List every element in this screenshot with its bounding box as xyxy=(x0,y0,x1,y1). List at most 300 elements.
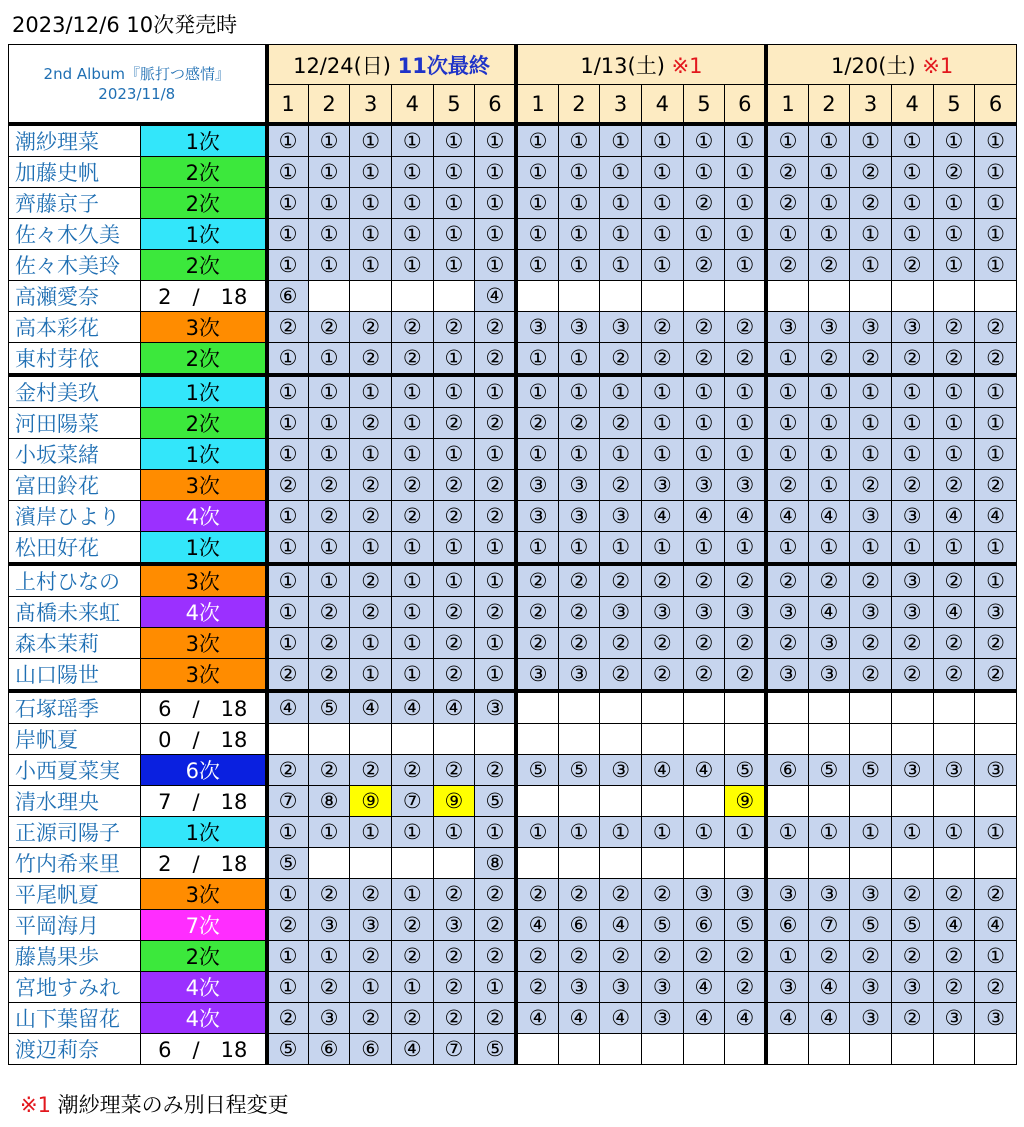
slot-cell: ② xyxy=(308,312,350,343)
member-status: 2次 xyxy=(141,157,267,188)
member-row xyxy=(9,532,1017,565)
member-status: 1次 xyxy=(141,124,267,157)
member-name: 潮紗理菜 xyxy=(9,124,141,157)
slot-cell xyxy=(891,848,933,879)
slot-cell: ⑦ xyxy=(267,786,309,817)
slot-cell: ⑤ xyxy=(516,755,558,786)
slot-cell: ① xyxy=(391,157,433,188)
slot-cell xyxy=(683,691,725,724)
slot-cell xyxy=(558,724,600,755)
slot-cell xyxy=(558,691,600,724)
slot-cell xyxy=(558,848,600,879)
slot-cell: ④ xyxy=(600,910,642,941)
slot-cell xyxy=(475,724,517,755)
slot-cell: ② xyxy=(308,659,350,692)
member-name: 富田鈴花 xyxy=(9,470,141,501)
slot-header: 6 xyxy=(975,85,1017,125)
slot-cell: ① xyxy=(350,532,392,565)
slot-cell: ① xyxy=(933,439,975,470)
slot-cell: ① xyxy=(308,188,350,219)
slot-cell: ② xyxy=(516,941,558,972)
member-row xyxy=(9,219,1017,250)
slot-cell: ② xyxy=(766,628,808,659)
slot-cell: ① xyxy=(391,408,433,439)
member-row xyxy=(9,188,1017,219)
slot-cell: ① xyxy=(975,817,1017,848)
slot-cell: ③ xyxy=(641,597,683,628)
slot-cell: ② xyxy=(808,564,850,597)
slot-cell: ① xyxy=(267,597,309,628)
slot-cell: ① xyxy=(850,124,892,157)
slot-cell: ③ xyxy=(350,910,392,941)
slot-cell: ① xyxy=(725,439,767,470)
slot-cell: ② xyxy=(600,408,642,439)
slot-cell: ① xyxy=(975,188,1017,219)
slot-cell: ③ xyxy=(600,972,642,1003)
slot-cell: ③ xyxy=(850,972,892,1003)
slot-cell: ① xyxy=(433,157,475,188)
album-title: 2nd Album『脈打つ感情』 xyxy=(43,64,230,83)
slot-cell: ① xyxy=(850,817,892,848)
slot-cell: ② xyxy=(267,312,309,343)
slot-cell: ① xyxy=(600,188,642,219)
slot-cell: ① xyxy=(808,532,850,565)
member-status: 1次 xyxy=(141,375,267,408)
slot-cell: ① xyxy=(267,375,309,408)
slot-cell: ② xyxy=(891,470,933,501)
slot-cell: ② xyxy=(475,470,517,501)
member-row xyxy=(9,124,1017,157)
slot-cell: ① xyxy=(975,408,1017,439)
member-name: 平尾帆夏 xyxy=(9,879,141,910)
slot-cell: ② xyxy=(933,659,975,692)
slot-cell: ① xyxy=(350,972,392,1003)
slot-cell: ① xyxy=(641,817,683,848)
slot-cell: ② xyxy=(433,470,475,501)
slot-cell: ② xyxy=(350,408,392,439)
slot-cell xyxy=(600,1034,642,1065)
member-name: 小坂菜緒 xyxy=(9,439,141,470)
slot-cell: ① xyxy=(475,157,517,188)
member-name: 高本彩花 xyxy=(9,312,141,343)
slot-cell: ② xyxy=(350,312,392,343)
slot-cell: ⑤ xyxy=(267,848,309,879)
slot-cell: ③ xyxy=(891,755,933,786)
slot-cell: ② xyxy=(600,628,642,659)
slot-cell: ① xyxy=(350,219,392,250)
member-status: 3次 xyxy=(141,564,267,597)
slot-cell: ① xyxy=(600,817,642,848)
member-name: 藤嶌果歩 xyxy=(9,941,141,972)
member-row xyxy=(9,439,1017,470)
slot-cell xyxy=(558,1034,600,1065)
slot-cell: ① xyxy=(641,124,683,157)
slot-cell: ⑧ xyxy=(308,786,350,817)
album-release-date: 2023/11/8 xyxy=(98,84,176,103)
slot-cell: ② xyxy=(308,470,350,501)
slot-cell: ② xyxy=(350,470,392,501)
slot-cell: ① xyxy=(808,470,850,501)
slot-cell: ⑤ xyxy=(850,755,892,786)
date-header-3 xyxy=(766,45,1016,85)
slot-cell xyxy=(725,691,767,724)
slot-cell: ① xyxy=(600,157,642,188)
slot-cell: ① xyxy=(267,972,309,1003)
slot-cell: ④ xyxy=(600,1003,642,1034)
slot-cell: ③ xyxy=(683,879,725,910)
member-status: 1次 xyxy=(141,532,267,565)
slot-cell xyxy=(808,691,850,724)
slot-cell: ② xyxy=(558,408,600,439)
slot-cell: ④ xyxy=(683,972,725,1003)
slot-header: 4 xyxy=(641,85,683,125)
slot-cell: ① xyxy=(391,219,433,250)
slot-cell: ① xyxy=(475,188,517,219)
member-name: 石塚瑶季 xyxy=(9,691,141,724)
slot-cell: ② xyxy=(808,250,850,281)
member-status: 1次 xyxy=(141,439,267,470)
slot-cell: ③ xyxy=(516,659,558,692)
member-row xyxy=(9,848,1017,879)
slot-cell: ① xyxy=(850,439,892,470)
slot-cell: ① xyxy=(267,343,309,376)
slot-cell xyxy=(725,1034,767,1065)
slot-cell: ③ xyxy=(641,972,683,1003)
slot-cell: ① xyxy=(516,250,558,281)
slot-cell xyxy=(850,1034,892,1065)
slot-cell: ② xyxy=(641,941,683,972)
member-row xyxy=(9,250,1017,281)
member-status: 3次 xyxy=(141,628,267,659)
member-status: 1次 xyxy=(141,817,267,848)
slot-cell xyxy=(641,1034,683,1065)
member-row xyxy=(9,312,1017,343)
slot-cell: ① xyxy=(391,188,433,219)
slot-cell: ⑤ xyxy=(475,786,517,817)
slot-cell: ① xyxy=(808,817,850,848)
slot-cell: ① xyxy=(975,124,1017,157)
member-status: 3次 xyxy=(141,659,267,692)
slot-cell: ③ xyxy=(558,972,600,1003)
member-name: 加藤史帆 xyxy=(9,157,141,188)
page-title: 2023/12/6 10次発売時 xyxy=(12,13,238,37)
member-name: 山下葉留花 xyxy=(9,1003,141,1034)
slot-cell xyxy=(600,281,642,312)
slot-cell: ③ xyxy=(516,501,558,532)
slot-cell: ② xyxy=(891,879,933,910)
slot-cell xyxy=(516,281,558,312)
slot-cell: ② xyxy=(600,941,642,972)
slot-cell xyxy=(516,848,558,879)
slot-cell: ① xyxy=(267,188,309,219)
slot-cell: ① xyxy=(891,219,933,250)
slot-cell xyxy=(600,691,642,724)
slot-cell: ① xyxy=(391,659,433,692)
slot-cell: ② xyxy=(850,157,892,188)
slot-cell: ① xyxy=(808,157,850,188)
member-status: 6 / 18 xyxy=(141,691,267,724)
slot-cell: ② xyxy=(475,597,517,628)
slot-cell: ① xyxy=(516,219,558,250)
slot-cell: ② xyxy=(725,628,767,659)
slot-cell: ③ xyxy=(683,470,725,501)
slot-cell xyxy=(516,786,558,817)
slot-cell: ① xyxy=(725,375,767,408)
member-row xyxy=(9,628,1017,659)
slot-cell: ① xyxy=(933,375,975,408)
slot-cell: ② xyxy=(350,501,392,532)
slot-cell: ⑨ xyxy=(433,786,475,817)
slot-cell: ① xyxy=(475,219,517,250)
slot-cell: ② xyxy=(766,157,808,188)
slot-cell: ② xyxy=(683,250,725,281)
slot-cell: ① xyxy=(975,564,1017,597)
slot-cell: ② xyxy=(391,470,433,501)
slot-cell: ③ xyxy=(683,597,725,628)
slot-cell: ① xyxy=(808,188,850,219)
slot-cell xyxy=(808,848,850,879)
slot-cell: ⑤ xyxy=(558,755,600,786)
slot-cell xyxy=(975,848,1017,879)
slot-cell: ② xyxy=(391,501,433,532)
member-row xyxy=(9,281,1017,312)
slot-cell: ② xyxy=(975,312,1017,343)
slot-cell xyxy=(766,281,808,312)
member-row xyxy=(9,910,1017,941)
slot-header: 1 xyxy=(766,85,808,125)
slot-cell: ③ xyxy=(766,597,808,628)
slot-cell: ② xyxy=(600,659,642,692)
slot-cell: ① xyxy=(475,250,517,281)
slot-cell: ④ xyxy=(808,1003,850,1034)
date-header-2 xyxy=(516,45,766,85)
slot-cell: ② xyxy=(475,343,517,376)
slot-cell: ⑥ xyxy=(308,1034,350,1065)
slot-cell: ④ xyxy=(933,597,975,628)
slot-cell: ① xyxy=(933,250,975,281)
slot-header: 2 xyxy=(558,85,600,125)
slot-cell: ② xyxy=(725,659,767,692)
slot-cell: ① xyxy=(683,408,725,439)
member-name: 佐々木美玲 xyxy=(9,250,141,281)
slot-cell: ① xyxy=(641,439,683,470)
member-status: 3次 xyxy=(141,879,267,910)
footnote-mark: ※1 xyxy=(20,1093,51,1117)
member-name: 齊藤京子 xyxy=(9,188,141,219)
slot-cell: ③ xyxy=(975,1003,1017,1034)
member-name: 佐々木久美 xyxy=(9,219,141,250)
slot-cell: ② xyxy=(558,941,600,972)
slot-cell: ① xyxy=(433,188,475,219)
slot-cell xyxy=(433,281,475,312)
slot-cell: ② xyxy=(850,941,892,972)
slot-cell: ④ xyxy=(558,1003,600,1034)
slot-cell: ① xyxy=(641,408,683,439)
slot-cell xyxy=(725,848,767,879)
slot-cell xyxy=(766,724,808,755)
member-row xyxy=(9,817,1017,848)
slot-cell: ③ xyxy=(308,910,350,941)
slot-cell xyxy=(975,786,1017,817)
slot-cell: ③ xyxy=(516,470,558,501)
member-status: 3次 xyxy=(141,312,267,343)
slot-cell: ③ xyxy=(725,879,767,910)
date-label: 1/20(土) xyxy=(831,53,916,78)
slot-header: 1 xyxy=(267,85,309,125)
slot-cell xyxy=(725,281,767,312)
slot-cell: ① xyxy=(558,124,600,157)
member-name: 高瀬愛奈 xyxy=(9,281,141,312)
slot-cell: ④ xyxy=(808,972,850,1003)
slot-cell: ① xyxy=(267,219,309,250)
member-row xyxy=(9,501,1017,532)
slot-cell: ① xyxy=(683,124,725,157)
slot-cell xyxy=(850,724,892,755)
slot-cell: ① xyxy=(391,628,433,659)
slot-cell xyxy=(891,691,933,724)
slot-cell: ② xyxy=(267,755,309,786)
slot-cell: ① xyxy=(308,157,350,188)
slot-cell: ① xyxy=(766,219,808,250)
slot-cell: ③ xyxy=(516,312,558,343)
slot-cell: ② xyxy=(267,470,309,501)
slot-cell: ① xyxy=(725,532,767,565)
member-status: 2次 xyxy=(141,188,267,219)
slot-cell: ⑤ xyxy=(641,910,683,941)
slot-cell: ① xyxy=(267,408,309,439)
slot-cell: ① xyxy=(308,250,350,281)
slot-cell xyxy=(933,691,975,724)
slot-cell: ② xyxy=(850,564,892,597)
slot-cell: ③ xyxy=(600,597,642,628)
slot-cell: ④ xyxy=(766,1003,808,1034)
slot-cell: ④ xyxy=(391,1034,433,1065)
slot-cell xyxy=(850,281,892,312)
slot-cell: ① xyxy=(891,532,933,565)
slot-cell: ② xyxy=(683,628,725,659)
member-row xyxy=(9,972,1017,1003)
slot-cell: ① xyxy=(475,972,517,1003)
slot-cell: ① xyxy=(433,817,475,848)
slot-cell: ① xyxy=(766,124,808,157)
footnote xyxy=(20,1092,289,1118)
slot-cell: ① xyxy=(267,439,309,470)
slot-cell: ① xyxy=(308,343,350,376)
slot-cell: ① xyxy=(475,124,517,157)
slot-cell: ① xyxy=(766,439,808,470)
slot-cell xyxy=(850,691,892,724)
slot-cell: ④ xyxy=(725,501,767,532)
member-name: 正源司陽子 xyxy=(9,817,141,848)
slot-cell: ① xyxy=(808,408,850,439)
slot-cell: ① xyxy=(350,124,392,157)
slot-cell: ① xyxy=(267,879,309,910)
slot-cell: ① xyxy=(267,532,309,565)
slot-header: 6 xyxy=(725,85,767,125)
slot-cell: ① xyxy=(683,439,725,470)
date-note: 11次最終 xyxy=(397,53,490,78)
slot-cell: ① xyxy=(350,375,392,408)
slot-cell: ② xyxy=(725,972,767,1003)
member-row xyxy=(9,470,1017,501)
slot-cell: ① xyxy=(516,124,558,157)
slot-cell: ④ xyxy=(641,501,683,532)
slot-cell: ② xyxy=(308,972,350,1003)
slot-cell: ② xyxy=(766,564,808,597)
slot-cell xyxy=(683,786,725,817)
slot-cell: ④ xyxy=(766,501,808,532)
slot-cell: ① xyxy=(766,408,808,439)
slot-cell: ② xyxy=(891,1003,933,1034)
slot-cell: ③ xyxy=(933,755,975,786)
slot-cell: ③ xyxy=(808,879,850,910)
slot-cell: ② xyxy=(516,408,558,439)
slot-cell: ② xyxy=(433,597,475,628)
slot-cell: ① xyxy=(308,817,350,848)
slot-cell: ④ xyxy=(433,691,475,724)
slot-cell: ② xyxy=(600,343,642,376)
slot-cell: ② xyxy=(766,188,808,219)
slot-cell xyxy=(391,281,433,312)
member-row xyxy=(9,755,1017,786)
slot-cell: ② xyxy=(808,343,850,376)
slot-cell: ② xyxy=(850,188,892,219)
slot-cell: ② xyxy=(433,501,475,532)
member-row xyxy=(9,724,1017,755)
slot-cell: ② xyxy=(975,628,1017,659)
slot-cell xyxy=(600,848,642,879)
slot-cell: ② xyxy=(475,941,517,972)
slot-cell xyxy=(516,1034,558,1065)
slot-cell: ③ xyxy=(850,501,892,532)
member-name: 渡辺莉奈 xyxy=(9,1034,141,1065)
slot-cell: ② xyxy=(933,157,975,188)
slot-cell: ② xyxy=(350,879,392,910)
slot-cell: ② xyxy=(766,470,808,501)
slot-cell xyxy=(683,281,725,312)
slot-cell xyxy=(975,724,1017,755)
slot-cell xyxy=(600,724,642,755)
slot-cell: ② xyxy=(600,879,642,910)
slot-cell: ② xyxy=(475,408,517,439)
slot-cell: ① xyxy=(725,124,767,157)
slot-header: 5 xyxy=(933,85,975,125)
slot-cell: ① xyxy=(683,375,725,408)
slot-cell: ① xyxy=(975,375,1017,408)
slot-cell: ② xyxy=(516,879,558,910)
slot-cell: ② xyxy=(725,941,767,972)
slot-cell: ① xyxy=(766,375,808,408)
slot-cell: ① xyxy=(641,157,683,188)
slot-cell: ① xyxy=(475,659,517,692)
member-name: 金村美玖 xyxy=(9,375,141,408)
slot-cell: ② xyxy=(641,312,683,343)
member-name: 竹内希来里 xyxy=(9,848,141,879)
slot-cell: ② xyxy=(933,941,975,972)
slot-cell: ① xyxy=(350,439,392,470)
slot-cell: ① xyxy=(433,250,475,281)
slot-cell: ① xyxy=(475,532,517,565)
slot-cell: ② xyxy=(475,879,517,910)
slot-cell: ① xyxy=(891,157,933,188)
slot-cell xyxy=(933,786,975,817)
slot-cell: ② xyxy=(558,564,600,597)
slot-cell: ① xyxy=(558,188,600,219)
slot-cell: ② xyxy=(683,188,725,219)
slot-cell: ② xyxy=(766,250,808,281)
member-status: 6 / 18 xyxy=(141,1034,267,1065)
slot-cell: ③ xyxy=(725,470,767,501)
